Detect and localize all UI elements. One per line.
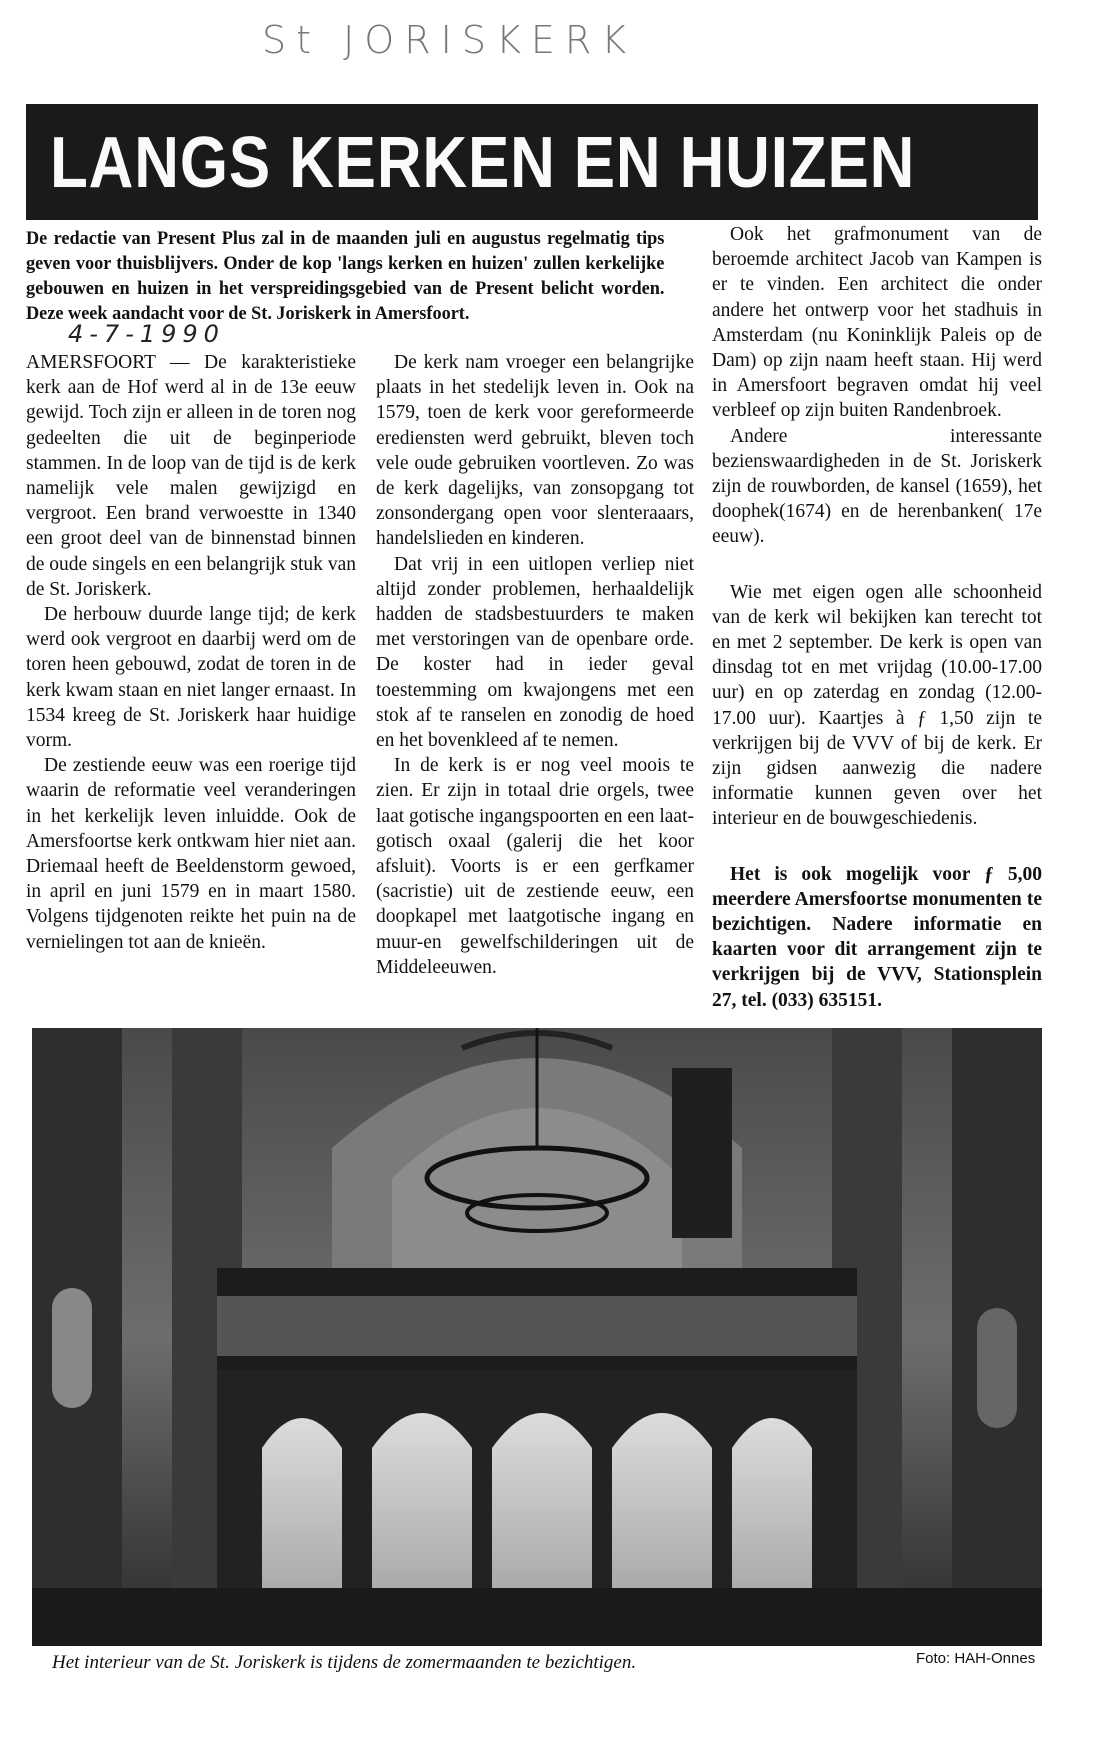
- paragraph: Dat vrij in een uitlopen verliep niet altijd zonder problemen, herhaaldelijk hadden de stadsbestuurders te maken met verstoringen van de openbare orde. De koster had in ieder geval toestemming om kwajongens met een stok af te ranselen en zonodig de hoed en het bovenkleed af te nemen.: [376, 553, 694, 752]
- article-column-2: [376, 350, 694, 980]
- intro-paragraph: De redactie van Present Plus zal in de maanden juli en augustus regelmatig tips geven voor thuisblijvers. Onder de kop 'langs kerken en huizen' zullen kerkelijke gebouwen en huizen in het verspreidingsgebied van de Present belicht worden. Deze week aandacht voor de St. Joriskerk in Amersfoort.: [26, 228, 665, 324]
- paragraph: In de kerk is er nog veel moois te zien. Er zijn in totaal drie orgels, twee laat gotische ingangspoorten en een laat-gotisch oxaal (galerij die het koor afsluit). Voorts is er een gerfkamer (sacristie) uit de zestiende eeuw, een doopkapel met laatgotische ingang en muur-en gewelfschilderingen uit de Middeleeuwen.: [376, 755, 694, 978]
- paragraph: Andere interessante bezienswaardigheden in de St. Joriskerk zijn de rouwborden, de kansel (1659), het doophek(1674) en de herenbanken( 17e eeuw).: [712, 425, 1042, 548]
- handwritten-date: 4-7-1990: [68, 320, 225, 348]
- paragraph: AMERSFOORT — De karakteristieke kerk aan de Hof werd al in de 13e eeuw gewijd. Toch zijn er alleen in de toren nog gedeelten die uit de beginperiode stammen. In de loop van de tijd is de kerk namelijk vele malen gewijzigd en vergroot. Een brand verwoestte in 1340 een groot deel van de binnenstad binnen de oude singels en een belangrijk stuk van de St. Joriskerk.: [26, 352, 356, 600]
- paragraph: Ook het grafmonument van de beroemde architect Jacob van Kampen is er te vinden. Een architect die onder andere het ontwerp voor het stadhuis in Amsterdam (nu Koninklijk Paleis op de Dam) op zijn naam heeft staan. Hij werd in Amersfoort begraven omdat hij veel verbleef op zijn buiten Randenbroek.: [712, 224, 1042, 422]
- photo-credit: Foto: HAH-Onnes: [916, 1650, 1036, 1667]
- photo-illustration: [32, 1028, 1042, 1646]
- closing-paragraph: Het is ook mogelijk voor ƒ 5,00 meerdere Amersfoortse monumenten te bezichtigen. Nadere informatie en kaarten voor dit arrangement zijn te verkrijgen bij de VVV, Stationsplein 27, tel. (033) 635151.: [712, 863, 1042, 1011]
- paragraph: De herbouw duurde lange tijd; de kerk werd ook vergroot en daarbij werd om de toren heen gebouwd, zodat de toren in de kerk kwam staan en niet langer ernaast. In 1534 kreeg de St. Joriskerk haar huidige vorm.: [26, 604, 356, 752]
- paragraph: De kerk nam vroeger een belangrijke plaats in het stedelijk leven in. Ook na 1579, toen de kerk voor gereformeerde erediensten werd gebruikt, bleven toch vele oude gebruiken voortleven. Zo was de kerk dagelijks, van zonsopgang tot zonsondergang open voor slenteraaars, handelslieden en kinderen.: [376, 352, 694, 550]
- article-column-1: [26, 350, 356, 955]
- handwritten-title: St JORISKERK: [262, 18, 637, 62]
- paragraph: Wie met eigen ogen alle schoonheid van de kerk wil bekijken kan terecht tot en met 2 september. De kerk is open van dinsdag tot en met vrijdag (10.00-17.00 uur) en op zaterdag en zondag (12.00-17.00 uur). Kaartjes à ƒ 1,50 zijn te verkrijgen bij de VVV of bij de kerk. Er zijn gidsen aanwezig die nadere informatie kunnen geven over het interieur en de bouwgeschiedenis.: [712, 581, 1042, 830]
- paragraph: De zestiende eeuw was een roerige tijd waarin de reformatie veel veranderingen in het kerkelijk leven inluidde. Ook de Amersfoortse kerk ontkwam hier niet aan. Driemaal heeft de Beeldenstorm gewoed, in april en juni 1579 en in maart 1580. Volgens tijdgenoten reikte het puin na de vernielingen tot aan de knieën.: [26, 755, 356, 953]
- headline: LANGS KERKEN EN HUIZEN: [50, 123, 916, 203]
- photo-caption: Het interieur van de St. Joriskerk is tijdens de zomermaanden te bezichtigen.: [52, 1652, 637, 1673]
- church-interior-photo: [32, 1028, 1042, 1646]
- article-column-3: [712, 222, 1042, 1013]
